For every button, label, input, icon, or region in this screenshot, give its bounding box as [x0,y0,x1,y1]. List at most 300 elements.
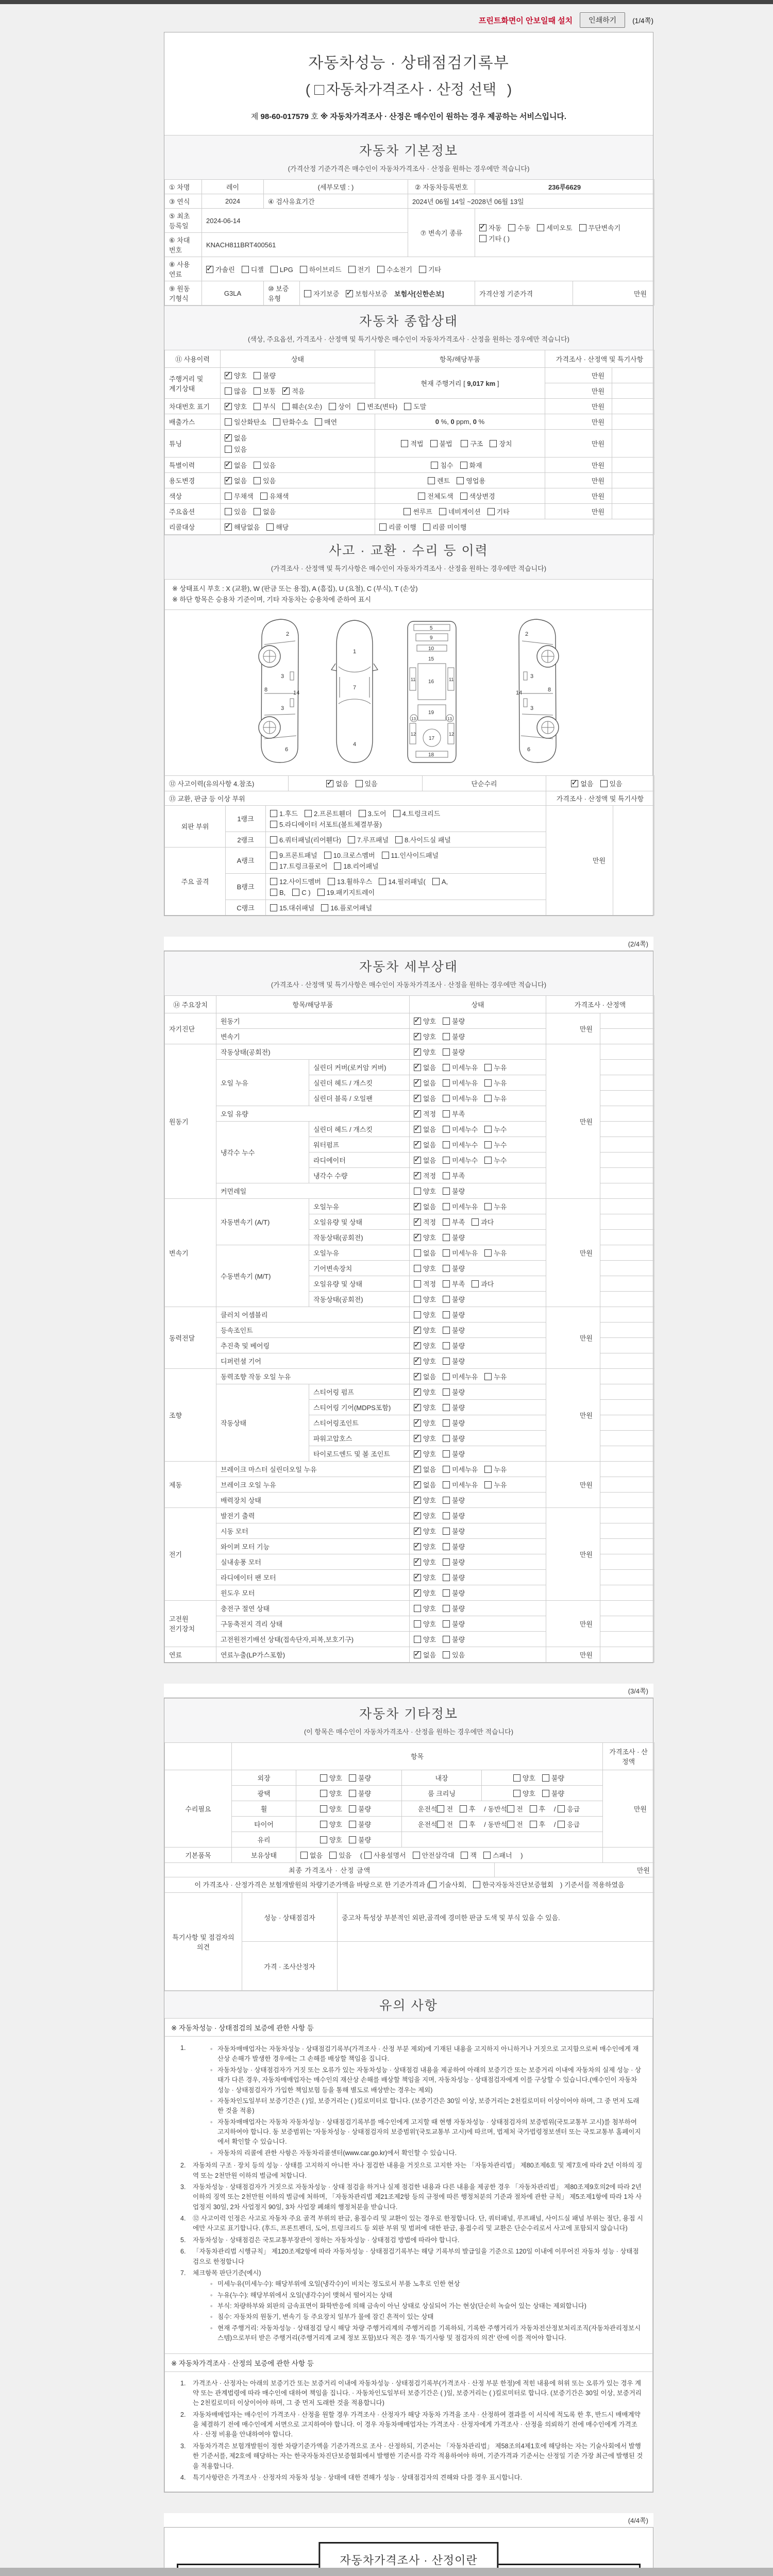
cell [165,414,221,430]
cell [546,1507,600,1600]
option: 적법 [401,438,423,449]
option: ✓ 양호 [414,1510,436,1521]
cell [546,1307,600,1368]
table-row [165,775,654,791]
text: ) [503,81,512,97]
option: 불량 [443,1263,465,1274]
option: 누유 [484,1201,507,1212]
text: 항목/해당부품 [440,355,480,363]
cell [603,1847,654,1862]
cell [375,350,545,368]
checkbox [443,1558,450,1566]
checkbox [270,852,277,859]
cell [165,847,226,915]
cell [410,1167,546,1183]
table [164,179,654,306]
table-row [165,791,654,805]
legend-line: ※ 하단 항목은 승용차 기준이며, 기타 자동차는 승용차에 준하여 표시 [172,595,372,603]
option: 있음 [254,460,276,470]
option: 장치 [490,438,512,449]
cell [226,900,266,915]
notes-body [165,2372,652,2492]
checkbox [404,508,411,515]
table-row [165,1647,654,1662]
option: 전 [507,1819,523,1829]
note-number: 4. [180,2473,186,2481]
option: 불량 [443,1572,465,1583]
damage-code-legend [164,579,653,610]
option: 16.플로어패널 [321,902,372,913]
checkbox [443,1079,450,1087]
option: 전 [507,1803,523,1814]
note-number: 3. [180,2183,186,2191]
text: ① 차명 [169,183,190,191]
svg-text:11: 11 [411,676,416,682]
note-text: 특기사항란은 가격조사 · 산정자의 자동차 성능 · 상태에 대한 견해가 성능 · 상태점검자의 견해와 다를 경우 표시합니다. [193,2473,523,2481]
cell [165,1770,232,1847]
page-1 [164,32,653,916]
option: 구조 [461,438,483,449]
option: ✓ 적정 [414,1216,436,1227]
option: 6.쿼터패널(리어휀다) [270,834,341,845]
option: 불량 [443,1433,465,1444]
table-row [165,194,654,209]
cell [165,1647,216,1662]
option: 후 [460,1819,476,1829]
option: 미세누유 [443,1093,478,1104]
checkbox [324,852,331,859]
text: 만원 [591,372,604,380]
page-2 [164,951,653,1663]
checkbox [472,1218,479,1226]
svg-text:7: 7 [353,684,357,691]
option: 불량 [443,1448,465,1459]
option: ✓ 양호 [414,1433,436,1444]
text: 외장 [257,1774,271,1782]
cell [600,1183,654,1198]
option: ✓ 없음 [225,475,247,486]
text: ⑦ 변속기 종류 [420,229,463,237]
cell [165,1044,216,1198]
text: / 동반석 [482,1820,508,1828]
checkbox [254,477,261,484]
checkbox-checked [414,1450,421,1458]
cell [600,1229,654,1245]
cell [546,1044,600,1198]
cell [600,1075,654,1090]
option: ✓ 없음 [225,460,247,470]
checkbox [530,1821,537,1828]
text: 최종 가격조사 · 산정 금액 [288,1866,371,1874]
checkbox [473,1881,480,1888]
text: 레이 [226,183,240,191]
text: 가격산정 기준가격 [479,290,533,298]
note-item [180,2214,643,2234]
checkbox-checked [414,1018,421,1025]
option: 유채색 [260,490,289,501]
svg-text:16: 16 [428,679,434,685]
cell [165,399,221,414]
text: 제동 [169,1481,182,1489]
checkbox [484,1481,492,1488]
checkbox [225,446,232,453]
cell [165,504,221,519]
cell [410,1430,546,1446]
checkbox [443,1126,450,1133]
cell [600,1260,654,1276]
cell [410,1554,546,1569]
section-caution [164,1991,653,2019]
text: ④ 검사유효기간 [268,198,315,206]
option: 없음 [254,506,276,517]
cell [600,1492,654,1507]
option: ✓ 양호 [414,1572,436,1583]
cell [216,1538,410,1554]
text: 상태 [291,355,305,363]
cell [232,1832,296,1847]
option: 양호 [414,1294,436,1304]
text: 특기사항 및 점검자의 의견 [172,1933,234,1951]
text: ⑥ 차대 번호 [169,236,190,254]
inspector-opinion-table [164,1892,653,1991]
checkbox-checked [414,1435,421,1442]
document-title: 자동차성능 · 상태점검기록부 [308,55,509,72]
cell [545,368,612,383]
table-row [165,1600,654,1616]
cell [309,1384,410,1399]
cell [221,350,375,368]
option: 기술사회, [429,1879,466,1891]
table [164,1892,654,1991]
cell [266,832,546,847]
cell [410,1477,546,1492]
note-text: 자동차가격은 보험개발원이 정한 차량기준가액을 기준가격으로 조사 · 산정하되, 기준서는 「자동차관리법」 제58조의4제1호에 해당하는 자는 기술사회에서 발행한 기준서를, 제2호에 해당하는 자는 한국자동차진단보증협회에서 발행한 기준서를 각각 적용하여야 하며, 기준가격과 기준서는 산정일 기준 가장 최근에 발행된 것을 적용합니다. [193,2442,643,2470]
cell [375,414,545,430]
note-subitem: ◦ 미세누유(미세누수): 해당부위에 오일(냉각수)이 비치는 정도로서 부품 노후로 인한 현상 [210,2280,460,2288]
option: 리콜 이행 [379,521,416,532]
option: 보통 [254,385,276,396]
cell [266,900,546,915]
text: 와이퍼 모터 기능 [221,1543,270,1551]
section-basic-info [164,135,653,180]
svg-text:5: 5 [430,625,433,631]
cell [600,1554,654,1569]
text: G3LA [224,289,242,297]
option: ✓ 적정 [414,1170,436,1181]
note-subitem: ◦ 자동차매매업자는 자동차 자동차성능 · 상태점검기록부를 매수인에게 고지할 때 현행 자동차성능 · 상태점검자의 보증범위(국토교통부 고시)를 첨부하여 고지하여야 합니다. 동 보증범위는 '자동차성능 · 상태점검자의 보증범위'(국토교통부 고시)에 따르며, 법제처 국가법령정보센터 또는 국토교통부 홈페이지에서 확인할 수 있습니다. [210,2118,641,2146]
table-row [165,1862,654,1877]
text: ⑨ 원동 기형식 [169,285,190,302]
table [164,350,654,535]
checkbox [428,477,435,484]
cell [216,1245,309,1307]
cell [221,504,375,519]
checkbox-checked [414,1358,421,1365]
checkbox [443,1450,450,1458]
option: ✓ 적정 [414,1108,436,1119]
option: 10.크로스멤버 [324,850,375,860]
cell [375,457,545,473]
text: KNACH811BRT400561 [206,241,276,249]
checkbox-checked [414,1095,421,1102]
cell [410,1368,546,1384]
option: ✓ 양호 [414,1417,436,1428]
note-number: 5. [180,2236,186,2244]
cell [410,1214,546,1229]
cell [266,873,546,900]
svg-text:12: 12 [411,731,416,737]
text: 2024-06-14 [206,216,241,225]
cell [216,1461,410,1477]
option: 불량 [443,1510,465,1521]
checkbox-checked [479,224,486,231]
checkbox [377,266,384,273]
text: 상태 [471,1001,484,1009]
table-row [165,1307,654,1322]
text: / 동반석 [482,1805,508,1813]
checkbox-checked [414,1033,421,1040]
option: ✓ 양호 [414,1541,436,1552]
option: 불량 [349,1772,371,1783]
option: 양호 [513,1772,535,1783]
cell [226,832,266,847]
table-row [165,488,654,504]
option: 응급 [558,1803,580,1814]
cell [165,430,221,457]
checkbox-checked [414,1558,421,1566]
page-marker-1: (1/4쪽) [632,17,653,25]
svg-text:2: 2 [525,631,529,637]
checkbox [329,403,336,410]
text: 2랭크 [237,836,254,844]
checkbox [317,889,325,896]
panel-rank-table [164,805,653,916]
option: 적정 [414,1278,436,1289]
note-subitem: ◦ 부식: 차량하부와 외판의 금속표면이 화학반응에 의해 금속이 아닌 상태로 상실되어 가는 현상(단순히 녹슬어 있는 상태는 제외합니다) [210,2302,586,2310]
option: 미세누유 [443,1201,478,1212]
cell [264,194,408,209]
text: 라디에이터 팬 모터 [221,1573,276,1582]
cell [410,1538,546,1554]
cell [165,775,289,791]
option: 불량 [443,1587,465,1598]
checkbox-checked [414,1141,421,1148]
cell [546,1368,600,1461]
option: 불량 [443,1603,465,1614]
option: ✓ 없음 [326,778,348,789]
cell [165,1507,216,1600]
option: 양호 [320,1834,342,1845]
option: 불량 [443,1634,465,1645]
option: 과다 [472,1278,494,1289]
table-row [165,457,654,473]
option: 불량 [443,1541,465,1552]
cell [408,209,475,257]
option: ✓ 양호 [414,1556,436,1567]
cell [216,1044,410,1059]
table-row [165,350,654,368]
option: 자동차가격조사 · 산정 선택 [314,78,496,99]
option: ✓ 양호 [414,1015,436,1026]
checkbox-checked [414,1172,421,1179]
document-header [164,32,653,135]
option: 양호 [320,1803,342,1814]
checkbox [443,1218,450,1226]
section-title: 사고 · 교환 · 수리 등 이력 [329,544,489,558]
option: LPG [271,265,293,274]
print-button[interactable]: 인쇄하기 [580,12,625,28]
option: 17.트렁크플로어 [270,860,327,871]
cell [216,1523,410,1538]
text: / [552,1805,558,1813]
text: 스티어링 기어(MDPS포함) [313,1403,391,1412]
svg-text:12: 12 [449,731,455,737]
note-item [180,2442,643,2471]
checkbox [414,1620,421,1628]
checkbox [443,1589,450,1597]
table-row [165,1013,654,1028]
checkbox [443,1466,450,1473]
option: 누수 [484,1139,507,1150]
cell [410,1307,546,1322]
option: 잭 [461,1850,477,1860]
option: 1.후드 [270,808,298,819]
checkbox [443,1296,450,1303]
cell [216,1631,410,1647]
notes-body [165,2037,652,2353]
text: 236루6629 [548,183,581,191]
checkbox [443,1419,450,1427]
note-subitem: ◦ 자동차인도일부터 보증기간은 ( )일, 보증거리는 ( )킬로미터로 합니다. (보증기간은 30일 이상, 보증거리는 2천킬로미터 이상이어야 하며, 그 중 먼저 도래한 것을 적용) [210,2097,640,2115]
checkbox [443,1327,450,1334]
option: 없음 [414,1247,436,1258]
cell [165,805,226,847]
checkbox [414,1249,421,1257]
cell [296,1770,402,1785]
cell [545,488,612,504]
table [164,1742,654,1863]
cell [600,1059,654,1075]
cell [600,1028,654,1044]
svg-text:18: 18 [428,752,434,758]
text: 만원 [591,418,604,426]
cell [410,1044,546,1059]
cell [309,1446,410,1461]
cell [221,368,375,383]
page-marker-strip-4 [164,2513,653,2527]
option: 불량 [443,1618,465,1629]
text: / [552,1820,558,1828]
checkbox [429,1881,436,1888]
checkbox [443,1574,450,1581]
checkbox [443,1404,450,1411]
checkbox [292,889,299,896]
table-row [165,180,654,194]
checkbox [320,1805,327,1812]
section-overall-state [164,306,653,350]
cell [545,473,612,488]
note-item [180,2379,643,2409]
accident-history-table [164,775,653,806]
option: 전 [437,1819,453,1829]
checkbox [225,387,232,395]
section-title: 자동차 세부상태 [359,959,458,974]
checkbox [329,1852,337,1859]
option: 화재 [460,460,482,470]
text: 특별이력 [169,462,195,469]
note-item [180,2182,643,2212]
text: 실린더 헤드 / 개스킷 [313,1079,373,1087]
text: 배출가스 [169,418,195,426]
option: 13.휠하우스 [328,876,372,887]
text: (세부모델 : ) [317,183,354,191]
option: ✓ 양호 [414,1325,436,1335]
checkbox [537,224,544,231]
table-row [165,1368,654,1384]
checkbox [443,1636,450,1643]
checkbox [414,1296,421,1303]
text: 원동기 [169,1117,189,1126]
checkbox-checked [282,387,290,395]
text: 냉각수 수량 [313,1172,348,1180]
text: 변속기 [169,1249,189,1257]
cell [600,1044,654,1059]
option: 부족 [443,1278,465,1289]
cell [165,1742,232,1770]
cell [165,519,221,535]
text: 고전원전기배선 상태(접속단자,피복,보호기구) [221,1635,354,1643]
checkbox [321,904,328,911]
text: 자동변속기 (A/T) [221,1218,270,1226]
option: 미세누유 [443,1077,478,1088]
option: 4.트렁크리드 [393,808,441,819]
text: 만원 [579,1651,593,1659]
checkbox [443,1141,450,1148]
cell [309,1214,410,1229]
cell [545,457,612,473]
cell [600,1121,654,1137]
browser-bottom-strip [0,2568,773,2576]
checkbox-checked [414,1512,421,1519]
page-marker-4: (4/4쪽) [628,2517,648,2525]
text: 라디에이터 [313,1156,346,1164]
cell [410,1399,546,1415]
checkbox [270,862,277,870]
option: 불법 [430,438,452,449]
checkbox [382,852,389,859]
note-item [180,2473,643,2483]
option: ✓없음 [225,432,371,443]
option: ✓ 양호 [225,401,247,412]
checkbox [431,462,438,469]
checkbox [349,1836,356,1843]
table-row [165,1877,654,1893]
note-item [180,2247,643,2267]
option: 미세누유 [443,1371,478,1382]
option: 미세누유 [443,1464,478,1475]
option: 불량 [542,1772,564,1783]
option: ✓ 없음 [414,1371,436,1382]
text: ⑪ 사용이력 [175,355,210,363]
cell [603,1770,654,1847]
text: 호 [308,112,321,121]
cell [165,1600,216,1647]
checkbox [443,1620,450,1628]
text: 실린더 커버(로커암 커버) [313,1063,386,1072]
cell [612,473,654,488]
cell [612,399,654,414]
section-title: 자동차 기본정보 [359,144,458,158]
